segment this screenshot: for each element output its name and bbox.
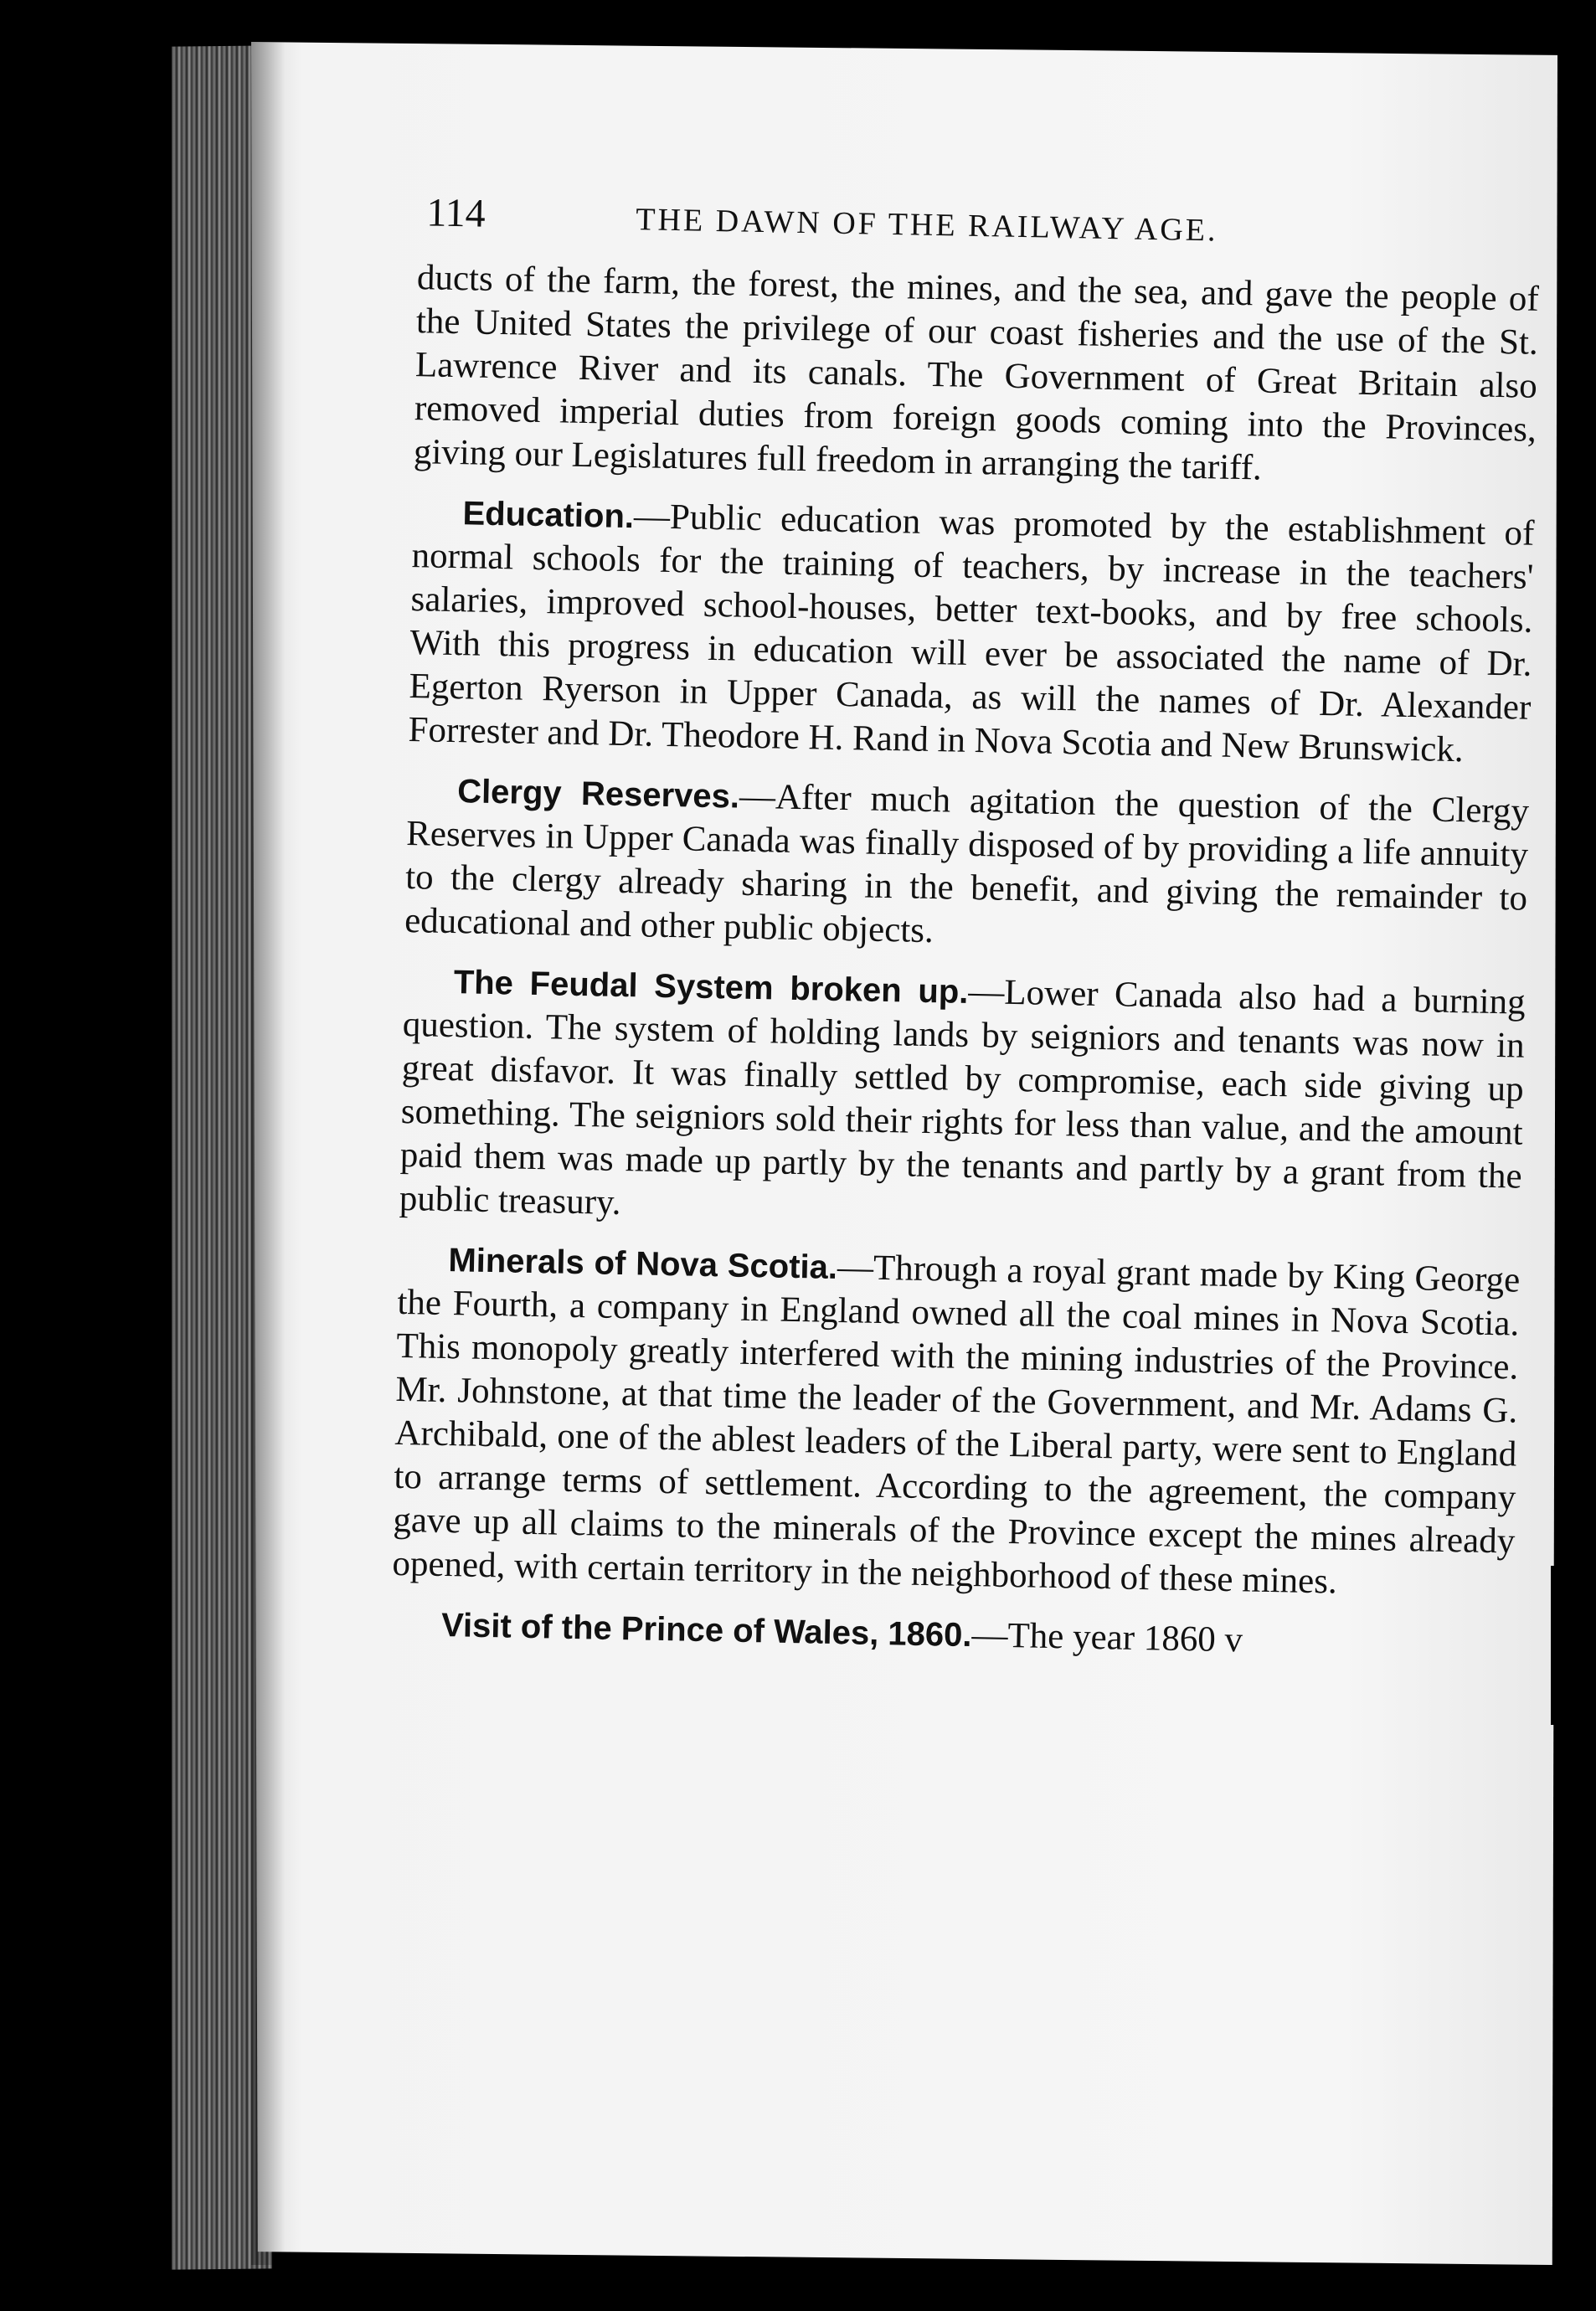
paragraph-body: —Public education was promoted by the establishment of normal schools for the training of teachers, by increase in the teachers' salaries, improved school-houses, better text-books, and by free schools. With this progress in education will ever be associated the name of Dr. Egerton Ryerson in Upper Canada, as will the names of Dr. Alexander Forrester and Dr. Theodore H. Rand in Nova Scotia and New Brunswick. <box>408 497 1535 770</box>
paragraph-clergy-reserves <box>404 769 1530 965</box>
section-heading: Visit of the Prince of Wales, 1860. <box>440 1606 972 1655</box>
paragraph-body: ducts of the farm, the forest, the mines, and the sea, and gave the people of the United States the privilege of our coast fisheries and the use of the St. Lawrence River and its canals. The Government of Great Britain also removed imperial duties from foreign goods coming into the Provinces, giving our Legislatures full freedom in arranging the tariff. <box>413 258 1540 488</box>
paragraph-continuation <box>413 256 1539 496</box>
paragraph-body: —After much agitation the question of the Clergy Reserves in Upper Canada was finally disposed of by providing a life annuity to the clergy already sharing in the benefit, and giving the remainder to educational and other public objects. <box>404 776 1530 951</box>
paragraph-body: —Through a royal grant made by King George the Fourth, a company in England owned all the coal mines in Nova Scotia. This monopoly greatly interfered with the mining industries of the Province. Mr. Johnstone, at that time the leader of the Government, and Mr. Adams G. Archibald, one of the ablest leaders of the Liberal party, were sent to England to arrange terms of settlement. According to the agreement, the company gave up all claims to the minerals of the Province except the mines already opened, with certain territory in the neighborhood of these mines. <box>392 1247 1521 1602</box>
page-number: 114 <box>425 190 487 236</box>
paragraph-education <box>408 491 1535 774</box>
section-heading: Education. <box>462 495 635 536</box>
paragraph-minerals <box>392 1238 1521 1608</box>
paragraph-body: —The year 1860 v <box>971 1615 1243 1660</box>
section-heading: The Feudal System broken up. <box>453 964 969 1011</box>
right-edge-shadow <box>1551 1566 1596 1725</box>
section-heading: Clergy Reserves. <box>456 773 740 816</box>
page-text <box>341 188 1540 1667</box>
paragraph-feudal-system <box>399 960 1526 1243</box>
running-title: THE DAWN OF THE RAILWAY AGE. <box>635 202 1218 249</box>
section-heading: Minerals of Nova Scotia. <box>448 1242 838 1286</box>
binding-shadow <box>251 42 285 2265</box>
paragraph-body: —Lower Canada also had a burning question. The system of holding lands by seigniors and tenants was now in great disfavor. It was finally settled by compromise, each side giving up something. The seigniors sold their rights for less than value, and the amount paid them was made up partly by the tenants and partly by a grant from the public treasury. <box>399 971 1526 1223</box>
